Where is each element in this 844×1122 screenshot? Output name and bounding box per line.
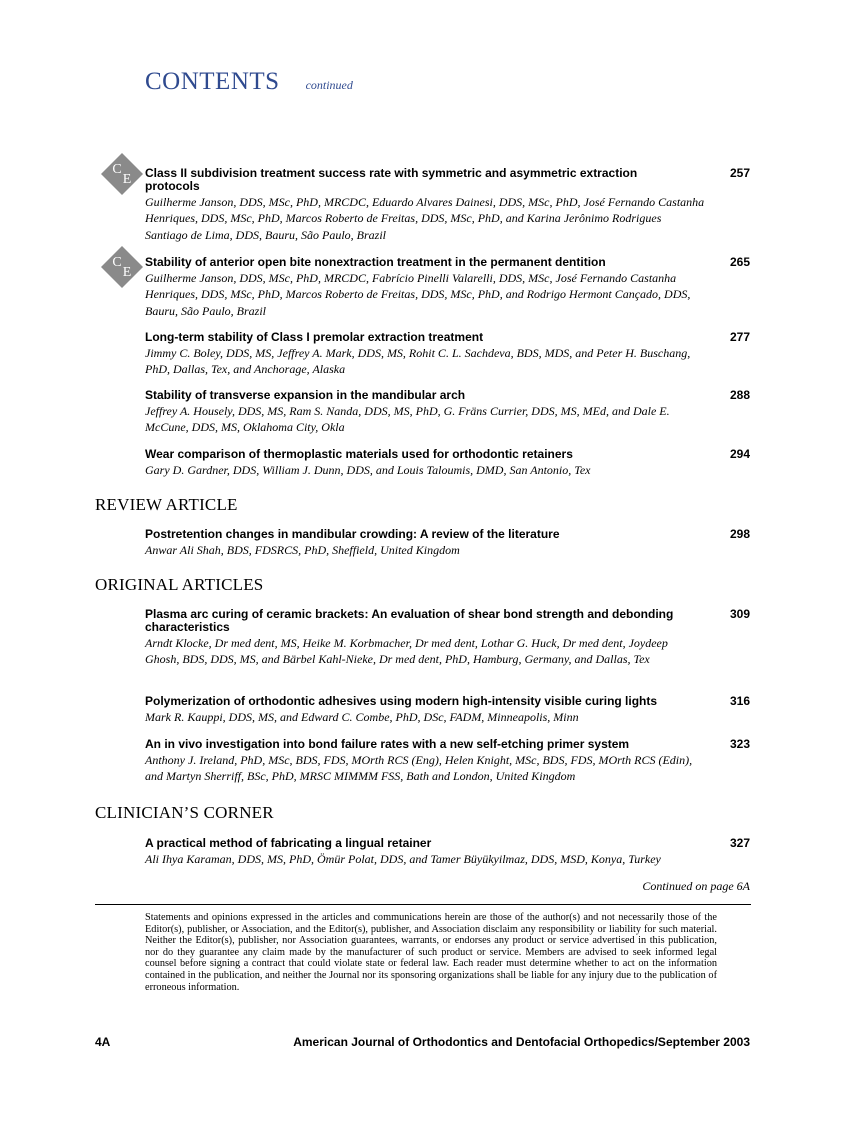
article-title[interactable]: Class II subdivision treatment success rate with symmetric and asymmetric extraction protocols <box>145 166 638 193</box>
article-authors: Jimmy C. Boley, DDS, MS, Jeffrey A. Mark, DDS, MS, Rohit C. L. Sachdeva, BDS, MDS, and Peter H. Buschang, PhD, Dallas, Tex, and Anchorage, Alaska <box>145 346 691 377</box>
toc-entry[interactable] <box>145 167 750 243</box>
divider-rule <box>95 904 751 905</box>
footer-journal-title: American Journal of Orthodontics and Dentofacial Orthopedics/September 2003 <box>293 1035 750 1049</box>
footer-page-number: 4A <box>95 1035 111 1049</box>
article-authors: Mark R. Kauppi, DDS, MS, and Edward C. Combe, PhD, DSc, FADM, Minneapolis, Minn <box>145 710 579 724</box>
article-title[interactable]: Plasma arc curing of ceramic brackets: An evaluation of shear bond strength and debonding characteristics <box>145 607 674 634</box>
article-page-number[interactable]: 257 <box>729 166 750 180</box>
article-title[interactable]: Polymerization of orthodontic adhesives using modern high-intensity visible curing lights <box>145 694 658 708</box>
toc-entry[interactable] <box>145 256 750 319</box>
section-heading-review-article: REVIEW ARTICLE <box>95 495 238 514</box>
article-title[interactable]: Stability of anterior open bite nonextraction treatment in the permanent dentition <box>145 255 606 269</box>
article-authors: Ali Ihya Karaman, DDS, MS, PhD, Ömür Polat, DDS, and Tamer Büyükyilmaz, DDS, MSD, Konya, Turkey <box>145 852 661 866</box>
toc-entry[interactable] <box>145 331 750 378</box>
article-title[interactable]: A practical method of fabricating a lingual retainer <box>145 836 432 850</box>
article-authors: Gary D. Gardner, DDS, William J. Dunn, DDS, and Louis Taloumis, DMD, San Antonio, Tex <box>145 463 591 477</box>
article-page-number[interactable]: 309 <box>729 607 750 621</box>
article-authors: Guilherme Janson, DDS, MSc, PhD, MRCDC, Eduardo Alvares Dainesi, DDS, MSc, PhD, José Fernando Castanha Henriques, DDS, MSc, PhD, Marcos Roberto de Freitas, DDS, MSc, PhD, and Karina Jerônimo Rodrigues Santiago de Lima, DDS, Bauru, São Paulo, Brazil <box>145 195 705 242</box>
toc-entry[interactable] <box>145 695 750 725</box>
contents-continued-label: continued <box>305 78 353 92</box>
article-title[interactable]: An in vivo investigation into bond failure rates with a new self-etching primer system <box>145 737 630 751</box>
article-page-number[interactable]: 265 <box>729 255 750 269</box>
article-title[interactable]: Postretention changes in mandibular crowding: A review of the literature <box>145 527 560 541</box>
page-header <box>145 68 353 96</box>
disclaimer-text: Statements and opinions expressed in the articles and communications herein are those of the author(s) and not necessarily those of the Editor(s), publisher, or Association, and the Editor(s), publisher, and Association disclaim any responsibility or liability for such material. Neither the Editor(s), publisher, nor Association guarantees, warrants, or endorses any product or service advertised in this publication, nor do they guarantee any claim made by the manufacturer of such product or service. Members are advised to seek informed legal counsel before signing a contract that could violate state or federal law. Each reader must determine whether to act on the information contained in the publication, and neither the Journal nor its sponsoring organizations shall be liable for any injury due to the publication of erroneous information. <box>145 912 717 993</box>
article-page-number[interactable]: 294 <box>729 447 750 461</box>
article-authors: Anwar Ali Shah, BDS, FDSRCS, PhD, Sheffield, United Kingdom <box>145 543 460 557</box>
continued-on-note[interactable]: Continued on page 6A <box>642 879 750 893</box>
toc-entry[interactable] <box>145 837 750 867</box>
toc-entry[interactable] <box>145 738 750 785</box>
ce-letter-e: E <box>122 172 132 187</box>
ce-credit-icon <box>100 245 144 289</box>
ce-credit-icon <box>100 152 144 196</box>
article-page-number[interactable]: 316 <box>729 694 750 708</box>
article-authors: Arndt Klocke, Dr med dent, MS, Heike M. Korbmacher, Dr med dent, Lothar G. Huck, Dr med dent, Joydeep Ghosh, BDS, DDS, MS, and Bärbel Kahl-Nieke, Dr med dent, PhD, Hamburg, Germany, and Dallas, Tex <box>145 636 668 667</box>
section-heading-original-articles: ORIGINAL ARTICLES <box>95 575 264 594</box>
article-page-number[interactable]: 298 <box>729 527 750 541</box>
article-title[interactable]: Stability of transverse expansion in the mandibular arch <box>145 388 466 402</box>
article-title[interactable]: Long-term stability of Class I premolar extraction treatment <box>145 330 484 344</box>
article-page-number[interactable]: 288 <box>729 388 750 402</box>
contents-title: CONTENTS <box>145 68 280 95</box>
article-authors: Guilherme Janson, DDS, MSc, PhD, MRCDC, Fabrício Pinelli Valarelli, DDS, MSc, José Fernando Castanha Henriques, DDS, MSc, PhD, Marcos Roberto de Freitas, DDS, MSc, PhD, and Rodrigo Hermont Cançado, DDS, Bauru, São Paulo, Brazil <box>145 271 691 318</box>
ce-letter-e: E <box>122 265 132 280</box>
article-authors: Jeffrey A. Housely, DDS, MS, Ram S. Nanda, DDS, MS, PhD, G. Fräns Currier, DDS, MS, MEd, and Dale E. McCune, DDS, MS, Oklahoma City, Okla <box>145 404 670 435</box>
article-page-number[interactable]: 323 <box>729 737 750 751</box>
article-title[interactable]: Wear comparison of thermoplastic materials used for orthodontic retainers <box>145 447 573 461</box>
toc-entry[interactable] <box>145 528 750 558</box>
toc-entry[interactable] <box>145 608 750 668</box>
section-heading-clinicians-corner: CLINICIAN’S CORNER <box>95 803 274 822</box>
ce-letter-c: C <box>112 255 122 270</box>
ce-letter-c: C <box>112 162 122 177</box>
article-page-number[interactable]: 277 <box>729 330 750 344</box>
article-authors: Anthony J. Ireland, PhD, MSc, BDS, FDS, MOrth RCS (Eng), Helen Knight, MSc, BDS, FDS, MOrth RCS (Edin), and Martyn Sherriff, BSc, PhD, MRSC MIMMM FSS, Bath and London, United Kingdom <box>145 753 693 784</box>
article-page-number[interactable]: 327 <box>729 836 750 850</box>
toc-entry[interactable] <box>145 389 750 436</box>
toc-entry[interactable] <box>145 448 750 478</box>
